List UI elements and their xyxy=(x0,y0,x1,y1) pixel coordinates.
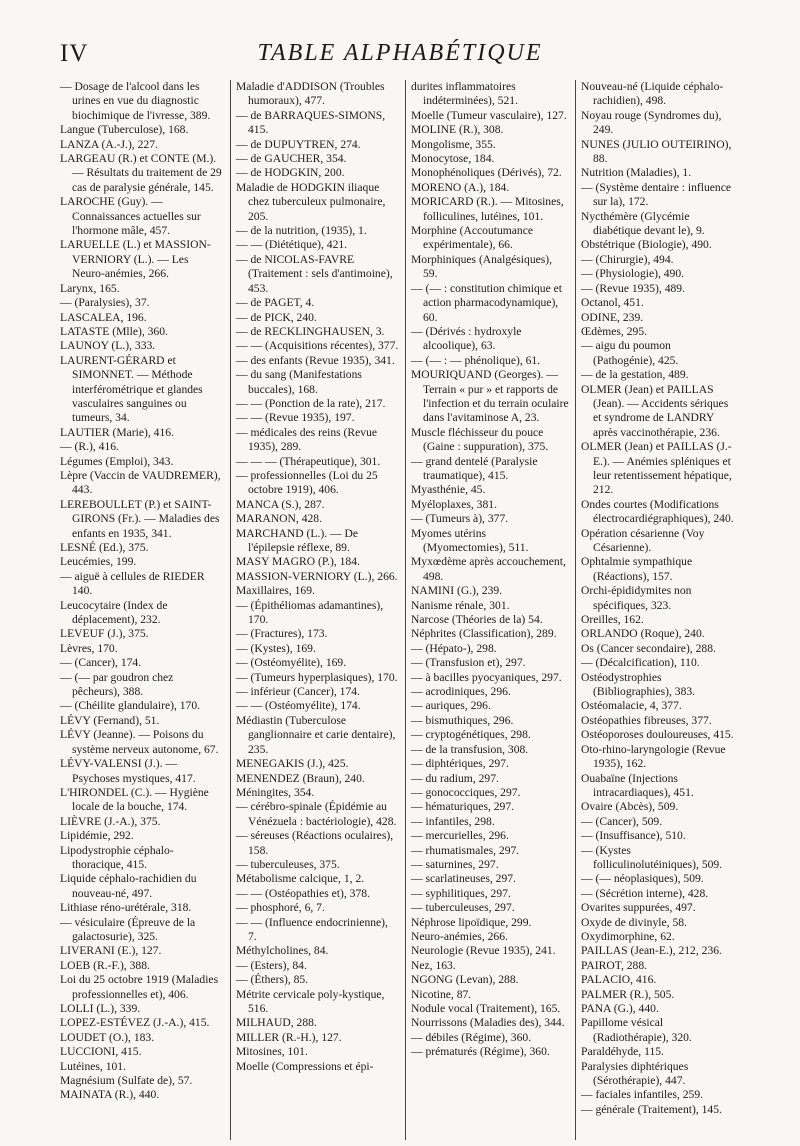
index-entry: MENEGAKIS (J.), 425. xyxy=(236,757,349,771)
index-entry: — vésiculaire (Épreuve de la galactosurie), 325. xyxy=(60,915,196,943)
index-entry: — (— : constitution chimique et action pharmacodynamique), 60. xyxy=(411,281,563,324)
index-entry: — tuberculeuses, 297. xyxy=(411,901,515,915)
index-entry: Ovaire (Abcès), 509. xyxy=(581,800,679,814)
index-entry: — — (Diététique), 421. xyxy=(236,238,348,252)
index-entry: — (Kystes), 169. xyxy=(236,641,316,655)
index-entry: — de PICK, 240. xyxy=(236,310,317,324)
index-entry: MOURIQUAND (Georges). — Terrain « pur » et rapports de l'infection et du terrain oculaire dans l'avitaminose A, 23. xyxy=(411,368,569,425)
index-entry: PAILLAS (Jean-E.), 212, 236. xyxy=(581,944,722,958)
index-entry: — débiles (Régime), 360. xyxy=(411,1030,532,1044)
index-entry: Muscle fléchisseur du pouce (Gaine : suppuration), 375. xyxy=(411,425,549,454)
index-entry: — gonococciques, 297. xyxy=(411,785,521,799)
index-entry: Ouabaïne (Injections intracardiaques), 451. xyxy=(581,771,694,799)
index-entry: PANA (G.), 440. xyxy=(581,1002,659,1015)
index-entry: Oxydimorphine, 62. xyxy=(581,929,675,943)
index-entry: — (Cancer), 174. xyxy=(60,656,142,670)
index-entry: Orchi-épididymites non spécifiques, 323. xyxy=(581,584,692,612)
index-entry: OLMER (Jean) et PAILLAS (Jean). — Accidents sériques et syndrome de LANDRY après vaccinothérapie, 236. xyxy=(581,382,729,439)
index-entry: LANZA (A.-J.), 227. xyxy=(60,137,158,151)
index-entry: Liquide céphalo-rachidien du nouveau-né, 497. xyxy=(60,872,197,900)
index-entry: — Dosage de l'alcool dans les urines en vue du diagnostic biochimique de l'ivresse, 389. xyxy=(60,80,211,122)
index-entry: Myéloplaxes, 381. xyxy=(411,497,497,511)
index-entry: LIÈVRE (J.-A.), 375. xyxy=(60,814,161,828)
index-entry: LASCALEA, 196. xyxy=(60,310,147,324)
index-entry: Oto-rhino-laryngologie (Revue 1935), 162. xyxy=(581,742,726,771)
index-entry: Leucocytaire (Index de déplacement), 232. xyxy=(60,598,168,627)
index-entry: — saturnines, 297. xyxy=(411,857,499,871)
index-entry: MOLINE (R.), 308. xyxy=(411,123,504,137)
index-entry: LATASTE (Mlle), 360. xyxy=(60,324,168,338)
index-column-4 xyxy=(575,80,740,1140)
index-entry: Ovarites suppurées, 497. xyxy=(581,901,696,915)
index-entry: — hématuriques, 297. xyxy=(411,800,515,814)
index-entry: Néphrose lipoïdique, 299. xyxy=(411,915,532,929)
index-entry: Nodule vocal (Traitement), 165. xyxy=(411,1002,561,1015)
index-entry: MORICARD (R.). — Mitosines, folliculines, lutéines, 101. xyxy=(411,195,564,223)
index-entry: Nutrition (Maladies), 1. xyxy=(581,166,692,180)
index-entry: — auriques, 296. xyxy=(411,699,491,713)
index-entry: — de DUPUYTREN, 274. xyxy=(236,137,361,151)
index-entry: Ostéopathies fibreuses, 377. xyxy=(581,713,712,727)
index-entry: Médiastin (Tuberculose ganglionnaire et carie dentaire), 235. xyxy=(236,713,396,756)
index-entry: — (Insuffisance), 510. xyxy=(581,829,686,843)
index-entry: — — (Ostéopathies et), 378. xyxy=(236,886,370,900)
index-entry: Myxœdème après accouchement, 498. xyxy=(411,555,566,583)
index-entry: Larynx, 165. xyxy=(60,281,120,295)
index-entry: Paralysies diphtériques (Sérothérapie), 447. xyxy=(581,1059,689,1088)
index-entry: PAIROT, 288. xyxy=(581,958,648,972)
index-entry: MASSION-VERNIORY (L.), 266. xyxy=(236,569,398,583)
index-entry: LARUELLE (L.) et MASSION-VERNIORY (L.). — Les Neuro-anémies, 266. xyxy=(60,238,211,281)
index-entry: Octanol, 451. xyxy=(581,296,644,310)
index-entry: OLMER (Jean) et PAILLAS (J.-E.). — Anémies spléniques et leur retentissement hépatique, 212. xyxy=(581,440,732,497)
index-entry: MANCA (S.), 287. xyxy=(236,497,325,511)
index-column-3 xyxy=(405,80,575,1140)
index-entry: Nicotine, 87. xyxy=(411,987,472,1001)
index-entry: NGONG (Levan), 288. xyxy=(411,973,519,987)
index-entry: — (Tumeurs à), 377. xyxy=(411,512,509,526)
index-entry: — — (Ostéomyélite), 174. xyxy=(236,699,361,713)
index-entry: Méthylcholines, 84. xyxy=(236,944,329,958)
index-entry: Papillome vésical (Radiothérapie), 320. xyxy=(581,1016,692,1044)
index-entry: LÉVY (Jeanne). — Poisons du système nerveux autonome, 67. xyxy=(60,728,219,756)
index-entry: — (Ostéomyélite), 169. xyxy=(236,656,347,670)
index-entry: Ophtalmie sympathique (Réactions), 157. xyxy=(581,555,693,583)
index-entry: Monocytose, 184. xyxy=(411,152,495,166)
index-entry: Lithiase réno-urétérale, 318. xyxy=(60,901,192,915)
index-entry: Loi du 25 octobre 1919 (Maladies professionnelles et), 406. xyxy=(60,973,219,1001)
index-entry: Langue (Tuberculose), 168. xyxy=(60,123,189,137)
index-entry: — (R.), 416. xyxy=(60,440,119,454)
index-entry: Myasthénie, 45. xyxy=(411,483,486,497)
index-entry: PALACIO, 416. xyxy=(581,973,657,987)
index-entry: LUCCIONI, 415. xyxy=(60,1045,142,1059)
index-entry: Métabolisme calcique, 1, 2. xyxy=(236,872,365,886)
index-entry: — (— par goudron chez pêcheurs), 388. xyxy=(60,670,174,699)
index-entry: Lipodystrophie céphalo-thoracique, 415. xyxy=(60,843,174,871)
index-entry: ORLANDO (Roque), 240. xyxy=(581,627,705,641)
index-entry: NAMINI (G.), 239. xyxy=(411,584,503,598)
index-entry: LÉVY-VALENSI (J.). — Psychoses mystiques, 417. xyxy=(60,757,196,785)
index-entry: Nycthémère (Glycémie diabétique devant le), 9. xyxy=(581,209,705,238)
index-entry: — (Système dentaire : influence sur la), 172. xyxy=(581,180,732,209)
index-entry: Ostéodystrophies (Bibliographies), 383. xyxy=(581,670,696,699)
index-entry: — phosphoré, 6, 7. xyxy=(236,901,325,915)
index-entry: MAINATA (R.), 440. xyxy=(60,1088,160,1102)
index-entry: MILLER (R.-H.), 127. xyxy=(236,1030,342,1044)
index-entry: — du radium, 297. xyxy=(411,771,499,785)
index-entry: LOEB (R.-F.), 388. xyxy=(60,958,150,972)
index-entry: durites inflammatoires indéterminées), 521. xyxy=(411,80,518,108)
index-entry: — des enfants (Revue 1935), 341. xyxy=(236,353,395,367)
index-entry: — (Éthers), 85. xyxy=(236,973,309,987)
index-entry: Ondes courtes (Modifications électrocardiégraphiques), 240. xyxy=(581,497,734,526)
index-entry: Leucémies, 199. xyxy=(60,555,137,569)
index-entry: — — — (Thérapeutique), 301. xyxy=(236,454,381,468)
index-entry: Morphine (Accoutumance expérimentale), 66. xyxy=(411,224,534,252)
index-entry: Nanisme rénale, 301. xyxy=(411,598,510,612)
index-entry: LESNÉ (Ed.), 375. xyxy=(60,541,149,554)
index-entry: LAROCHE (Guy). — Connaissances actuelles sur l'hormone mâle, 457. xyxy=(60,195,201,238)
index-entry: — (Esters), 84. xyxy=(236,958,307,972)
index-entry: — (Tumeurs hyperplasiques), 170. xyxy=(236,670,398,684)
index-entry: — infantiles, 298. xyxy=(411,814,495,828)
index-entry: Morphiniques (Analgésiques), 59. xyxy=(411,252,553,281)
index-entry: LÉVY (Fernand), 51. xyxy=(60,713,160,727)
index-entry: MORENO (A.), 184. xyxy=(411,180,510,194)
index-entry: Mitosines, 101. xyxy=(236,1045,308,1059)
index-entry: Obstétrique (Biologie), 490. xyxy=(581,238,712,252)
index-entry: — (Chirurgie), 494. xyxy=(581,252,674,266)
index-entry: — (Épithéliomas adamantines), 170. xyxy=(236,598,384,627)
index-entry: Lipidémie, 292. xyxy=(60,829,134,843)
index-entry: LEREBOULLET (P.) et SAINT-GIRONS (Fr.). — Maladies des enfants en 1935, 341. xyxy=(60,497,220,540)
index-entry: — (Décalcification), 110. xyxy=(581,656,700,670)
index-entry: Œdèmes, 295. xyxy=(581,324,648,338)
page-header xyxy=(60,40,740,72)
index-entry: Méningites, 354. xyxy=(236,785,315,799)
index-entry: Ostéomalacie, 4, 377. xyxy=(581,699,682,713)
index-entry: Lutéines, 101. xyxy=(60,1059,127,1073)
index-entry: — cryptogénétiques, 298. xyxy=(411,728,531,742)
index-entry: LAUTIER (Marie), 416. xyxy=(60,425,174,439)
index-entry: MASY MAGRO (P.), 184. xyxy=(236,555,360,569)
index-entry: — acrodiniques, 296. xyxy=(411,685,511,699)
index-entry: Myomes utérins (Myomectomies), 511. xyxy=(411,526,529,554)
index-entry: — de la nutrition, (1935), 1. xyxy=(236,224,367,238)
page-number: IV xyxy=(60,40,89,67)
index-entry: Monophénoliques (Dérivés), 72. xyxy=(411,166,562,180)
index-entry: — séreuses (Réactions oculaires), 158. xyxy=(236,829,394,857)
index-entry: Oxyde de divinyle, 58. xyxy=(581,915,687,929)
index-entry: Néphrites (Classification), 289. xyxy=(411,627,557,641)
index-entry: — faciales infantiles, 259. xyxy=(581,1088,704,1102)
index-entry: MENENDEZ (Braun), 240. xyxy=(236,771,365,785)
index-entry: — de NICOLAS-FAVRE (Traitement : sels d'antimoine), 453. xyxy=(236,252,393,295)
index-entry: Métrite cervicale poly-kystique, 516. xyxy=(236,987,385,1015)
index-entry: LAUNOY (L.), 333. xyxy=(60,339,156,353)
index-entry: Nez, 163. xyxy=(411,958,456,972)
index-entry: Maxillaires, 169. xyxy=(236,584,315,598)
index-entry: — cérébro-spinale (Épidémie au Vénézuela : bactériologie), 428. xyxy=(236,800,397,828)
index-entry: — générale (Traitement), 145. xyxy=(581,1102,722,1116)
index-entry: — — (Revue 1935), 197. xyxy=(236,411,355,425)
index-entry: — (Transfusion et), 297. xyxy=(411,656,526,670)
index-entry: — (Kystes folliculinolutéiniques), 509. xyxy=(581,843,723,871)
index-entry: — aigu du poumon (Pathogénie), 425. xyxy=(581,339,679,367)
index-entry: ODINE, 239. xyxy=(581,310,644,324)
index-entry: Noyau rouge (Syndromes du), 249. xyxy=(581,108,722,137)
index-entry: — à bacilles pyocyaniques, 297. xyxy=(411,670,562,684)
index-entry: LARGEAU (R.) et CONTE (M.). — Résultats du traitement de 29 cas de paralysie générale, 145. xyxy=(60,152,222,194)
index-entry: NUNES (JULIO OUTEIRINO), 88. xyxy=(581,137,732,166)
index-entry: Lèvres, 170. xyxy=(60,641,118,655)
index-entry: — de GAUCHER, 354. xyxy=(236,152,347,166)
index-entry: Neuro-anémies, 266. xyxy=(411,929,508,943)
index-entry: — (Cancer), 509. xyxy=(581,814,663,828)
index-entry: — (Dérivés : hydroxyle alcoolique), 63. xyxy=(411,324,522,353)
index-entry: — de RECKLINGHAUSEN, 3. xyxy=(236,324,385,338)
index-entry: — rhumatismales, 297. xyxy=(411,843,520,857)
index-entry: — inférieur (Cancer), 174. xyxy=(236,685,360,699)
index-entry: — — (Acquisitions récentes), 377. xyxy=(236,339,399,353)
index-entry: Ostéoporoses douloureuses, 415. xyxy=(581,728,734,742)
index-entry: — (Sécrétion interne), 428. xyxy=(581,886,709,900)
index-entry: — de la transfusion, 308. xyxy=(411,742,529,756)
index-entry: MARCHAND (L.). — De l'épilepsie réflexe, 89. xyxy=(236,526,359,554)
index-entry: MARANON, 428. xyxy=(236,512,322,526)
index-columns xyxy=(60,80,740,1140)
index-entry: — diphtériques, 297. xyxy=(411,757,509,771)
index-entry: LIVERANI (E.), 127. xyxy=(60,944,162,958)
index-entry: Légumes (Emploi), 343. xyxy=(60,454,174,468)
index-entry: Nouveau-né (Liquide céphalo-rachidien), 498. xyxy=(581,80,724,108)
index-entry: — de HODGKIN, 200. xyxy=(236,166,345,180)
index-entry: MILHAUD, 288. xyxy=(236,1016,317,1030)
index-entry: — aiguë à cellules de RIEDER 140. xyxy=(60,569,205,598)
index-entry: Maladie de HODGKIN iliaque chez tuberculeux pulmonaire, 205. xyxy=(236,180,386,223)
index-entry: — (Fractures), 173. xyxy=(236,627,328,641)
index-entry: — grand dentelé (Paralysie traumatique), 415. xyxy=(411,454,538,482)
index-entry: Neurologie (Revue 1935), 241. xyxy=(411,944,556,958)
index-entry: Maladie d'ADDISON (Troubles humoraux), 477. xyxy=(236,80,385,108)
index-entry: — (— : — phénolique), 61. xyxy=(411,353,541,367)
index-entry: — (Physiologie), 490. xyxy=(581,267,685,281)
index-entry: LEVEUF (J.), 375. xyxy=(60,627,149,641)
index-entry: — — (Ponction de la rate), 217. xyxy=(236,396,386,410)
index-entry: — du sang (Manifestations buccales), 168. xyxy=(236,368,362,396)
index-entry: LAURENT-GÉRARD et SIMONNET. — Méthode interférométrique et glandes vasculaires sanguines ou tumeurs, 34. xyxy=(60,353,203,425)
index-column-1 xyxy=(60,80,230,1140)
index-entry: — scarlatineuses, 297. xyxy=(411,872,516,886)
index-column-2 xyxy=(230,80,405,1140)
index-entry: L'HIRONDEL (C.). — Hygiène locale de la bouche, 174. xyxy=(60,785,209,814)
index-entry: — (Chéilite glandulaire), 170. xyxy=(60,699,201,713)
index-entry: Os (Cancer secondaire), 288. xyxy=(581,641,716,655)
index-entry: — de la gestation, 489. xyxy=(581,368,689,382)
index-entry: Opération césarienne (Voy Césarienne). xyxy=(581,526,705,554)
index-entry: Narcose (Théories de la) 54. xyxy=(411,613,543,627)
index-entry: PALMER (R.), 505. xyxy=(581,987,675,1001)
index-entry: Oreilles, 162. xyxy=(581,613,644,627)
index-entry: Mongolisme, 355. xyxy=(411,137,496,151)
index-entry: Lèpre (Vaccin de VAUDREMER), 443. xyxy=(60,468,221,497)
page-title: TABLE ALPHABÉTIQUE xyxy=(257,40,543,66)
index-entry: — de PAGET, 4. xyxy=(236,296,315,310)
index-entry: Nourrissons (Maladies des), 344. xyxy=(411,1016,565,1030)
index-entry: — prématurés (Régime), 360. xyxy=(411,1045,550,1059)
index-entry: — (— néoplasiques), 509. xyxy=(581,872,704,886)
index-entry: — (Hépato-), 298. xyxy=(411,641,497,655)
index-entry: — syphilitiques, 297. xyxy=(411,886,511,900)
index-entry: — médicales des reins (Revue 1935), 289. xyxy=(236,425,378,454)
index-entry: — professionnelles (Loi du 25 octobre 1919), 406. xyxy=(236,468,378,497)
index-entry: — de BARRAQUES-SIMONS, 415. xyxy=(236,108,386,137)
index-entry: LOPEZ-ESTÉVEZ (J.-A.), 415. xyxy=(60,1016,210,1030)
index-entry: — (Revue 1935), 489. xyxy=(581,281,686,295)
index-entry: — mercurielles, 296. xyxy=(411,829,509,843)
index-entry: Magnésium (Sulfate de), 57. xyxy=(60,1074,193,1088)
index-entry: LOLLI (L.), 339. xyxy=(60,1002,141,1015)
index-entry: LOUDET (O.), 183. xyxy=(60,1030,155,1044)
index-entry: Moelle (Tumeur vasculaire), 127. xyxy=(411,108,567,122)
index-entry: — (Paralysies), 37. xyxy=(60,296,150,310)
index-entry: — bismuthiques, 296. xyxy=(411,713,514,727)
index-entry: Paraldéhyde, 115. xyxy=(581,1045,664,1059)
index-entry: — — (Influence endocrinienne), 7. xyxy=(236,915,388,943)
index-entry: — tuberculeuses, 375. xyxy=(236,857,340,871)
index-entry: Moelle (Compressions et épi- xyxy=(236,1059,374,1073)
